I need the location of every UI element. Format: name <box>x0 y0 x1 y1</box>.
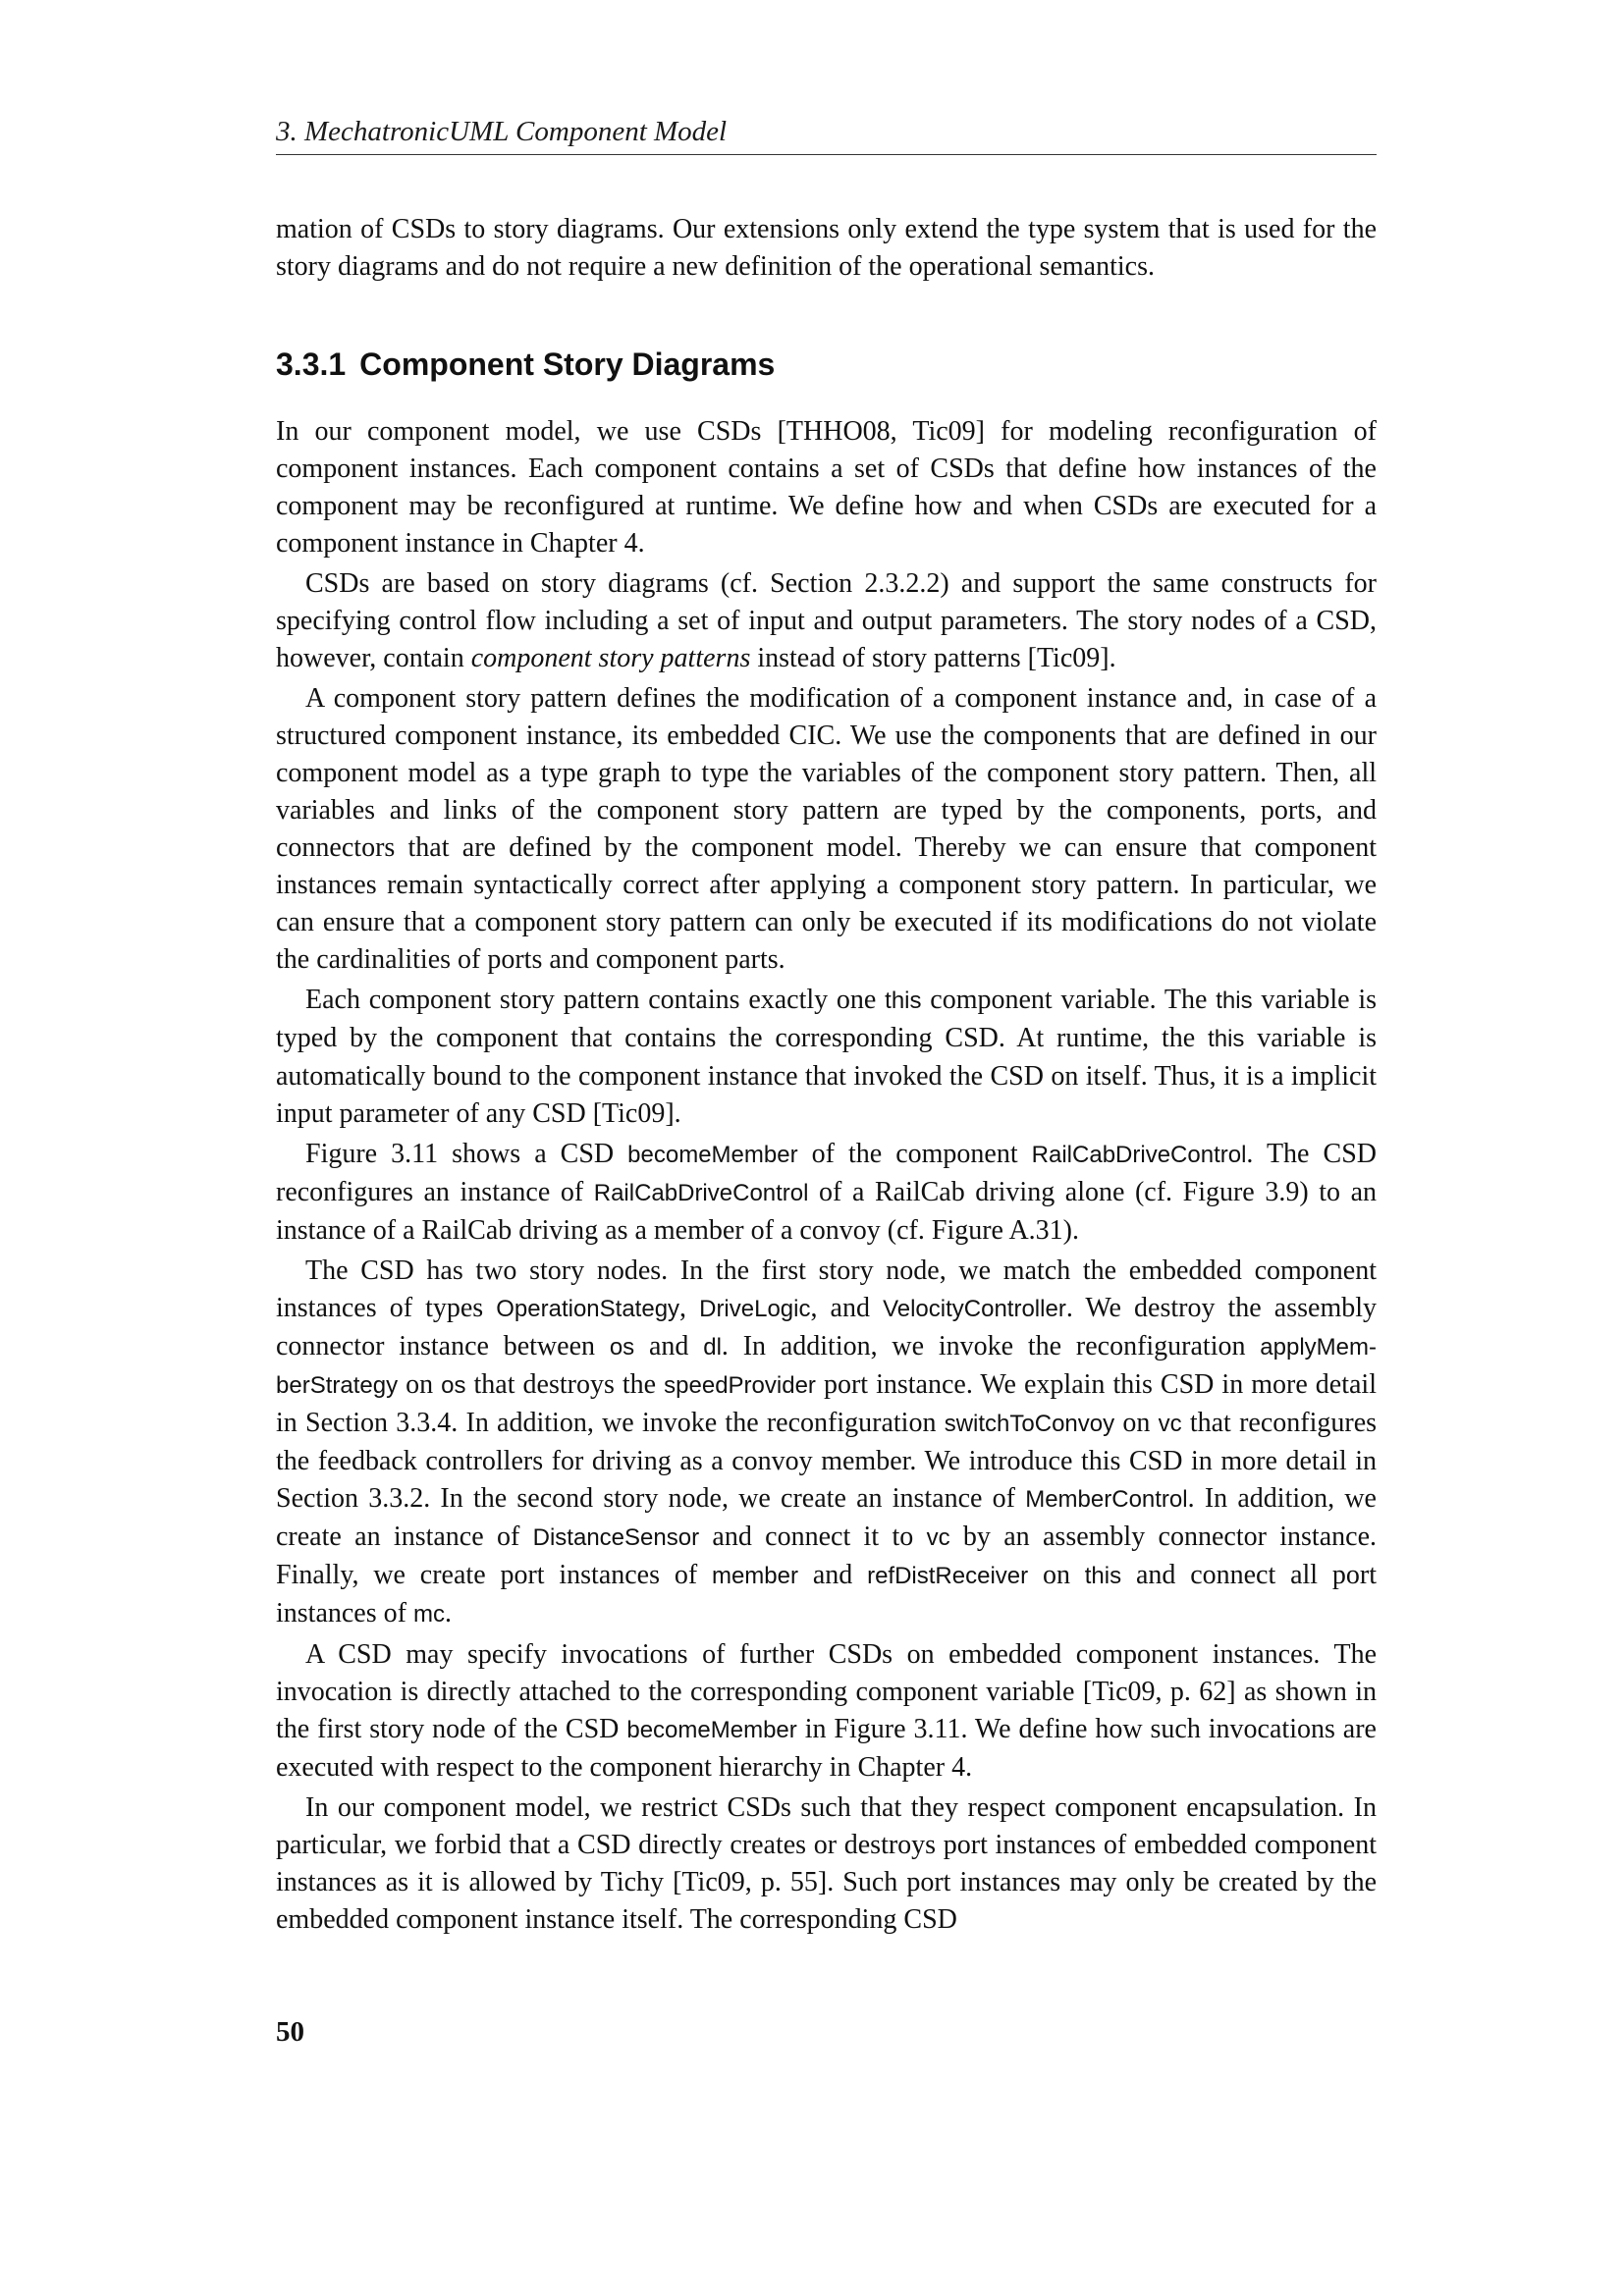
paragraph-6-text: and connect all port instances of <box>276 1560 1377 1629</box>
code-os: os <box>441 1372 466 1399</box>
code-this: this <box>1208 1026 1245 1052</box>
header-rule <box>276 154 1377 155</box>
paragraph-7-text: in Figure 3.11. We define how such invocations are executed with respect to the component hierarchy in Chapter 4. <box>276 1714 1377 1783</box>
paragraph-5-text: . The CSD reconfigures an instance of <box>276 1139 1377 1207</box>
term-component-story-patterns: component story patterns <box>470 643 751 673</box>
code-os: os <box>609 1334 635 1361</box>
paragraph-4 <box>276 982 1377 1133</box>
code-velocitycontroller: VelocityController <box>883 1296 1066 1322</box>
section-heading <box>276 345 1377 384</box>
section-number: 3.3.1 <box>276 347 347 382</box>
code-switchtoconvoy: switchToConvoy <box>944 1411 1115 1437</box>
paragraph-2-text: CSDs are based on story diagrams (cf. Section 2.3.2.2) and support the same constructs for specifying control flow including a set of input and output parameters. The story nodes of a CSD, however, contain <box>276 568 1377 673</box>
code-speedprovider: speedProvider <box>664 1372 816 1399</box>
page-number: 50 <box>276 2016 304 2048</box>
paragraph-6-text: port instance. We explain this CSD in more detail in Section 3.3.4. In addition, we invoke the reconfiguration <box>276 1369 1377 1438</box>
paragraph-7 <box>276 1636 1377 1787</box>
paragraph-6-text: on <box>1114 1408 1159 1438</box>
section-title: Component Story Diagrams <box>359 347 776 382</box>
paragraph-1: In our component model, we use CSDs [THHO08, Tic09] for modeling reconfiguration of component instances. Each component contains a set of CSDs that define how instances of the component may be reconfigured at runtime. We define how and when CSDs are executed for a component instance in Chapter 4. <box>276 416 1377 559</box>
paragraph-4-text: component variable. The <box>921 985 1217 1015</box>
code-vc: vc <box>1158 1411 1182 1437</box>
paragraph-6-text: . In addition, we invoke the reconfiguration <box>721 1331 1261 1362</box>
intro-text-block <box>276 211 1377 286</box>
code-refdistreceiver: refDistReceiver <box>867 1563 1029 1589</box>
paragraph-6-text: by an assembly connector instance. Finally, we create port instances of <box>276 1522 1377 1590</box>
section-body <box>276 413 1377 1939</box>
code-this: this <box>885 988 922 1014</box>
paragraph-2-text: instead of story patterns [Tic09]. <box>750 643 1116 673</box>
paragraph-4-text: Each component story pattern contains exactly one <box>305 985 886 1015</box>
paragraph-2 <box>276 565 1377 677</box>
paragraph-7-text: A CSD may specify invocations of further CSDs on embedded component instances. The invocation is directly attached to the corresponding component variable [Tic09, p. 62] as shown in the first story node of the CSD <box>276 1639 1377 1744</box>
paragraph-6-text: that reconfigures the feedback controllers for driving as a convoy member. We introduce this CSD in more detail in Section 3.3.2. In the second story node, we create an instance of <box>276 1408 1378 1514</box>
code-member: member <box>711 1563 798 1589</box>
paragraph-6-text: , and <box>810 1293 884 1323</box>
intro-paragraph: mation of CSDs to story diagrams. Our extensions only extend the type system that is used for the story diagrams and do not require a new definition of the operational semantics. <box>276 214 1377 282</box>
paragraph-5-text: Figure 3.11 shows a CSD <box>305 1139 628 1169</box>
code-this: this <box>1216 988 1253 1014</box>
paragraph-6-text: on <box>398 1369 442 1400</box>
code-dl: dl <box>703 1334 722 1361</box>
paragraph-6-text: and connect it to <box>699 1522 927 1552</box>
code-membercontrol: MemberControl <box>1025 1486 1188 1513</box>
paragraph-6-text: , <box>679 1293 700 1323</box>
paragraph-5 <box>276 1136 1377 1250</box>
code-becomemember: becomeMember <box>627 1142 798 1168</box>
paragraph-6-text: and <box>634 1331 704 1362</box>
code-operationstategy: OperationStategy <box>496 1296 680 1322</box>
paragraph-6-text: . <box>444 1598 452 1629</box>
code-applymemberstrategy: applyMemberStrategy <box>276 1334 1378 1399</box>
code-drivelogic: DriveLogic <box>699 1296 811 1322</box>
code-becomemember: becomeMember <box>626 1717 797 1743</box>
paragraph-5-text: of the component <box>797 1139 1032 1169</box>
paragraph-6-text: . In addition, we create an instance of <box>276 1483 1377 1552</box>
paragraph-4-text: variable is automatically bound to the component instance that invoked the CSD on itself. Thus, it is a implicit input parameter of any CSD [Tic09]. <box>276 1023 1378 1129</box>
paragraph-3: A component story pattern defines the modification of a component instance and, in case of a structured component instance, its embedded CIC. We use the components that are defined in our component model as a type graph to type the variables of the component story pattern. Then, all variables and links of the component story pattern are typed by the components, ports, and connectors that are defined by the component model. Thereby we can ensure that component instances remain syntactically correct after applying a component story pattern. In particular, we can ensure that a component story pattern can only be executed if its modifications do not violate the cardinalities of ports and component parts. <box>276 683 1377 975</box>
code-mc: mc <box>412 1601 445 1628</box>
running-header: 3. MechatronicUML Component Model <box>276 116 728 147</box>
paragraph-6-text: on <box>1028 1560 1085 1590</box>
paragraph-5-text: of a RailCab driving alone (cf. Figure 3.9) to an instance of a RailCab driving as a member of a convoy (cf. Figure A.31). <box>276 1177 1378 1246</box>
paragraph-6-text: that destroys the <box>465 1369 665 1400</box>
code-distancesensor: DistanceSensor <box>532 1524 700 1551</box>
code-this: this <box>1084 1563 1122 1589</box>
paragraph-8: In our component model, we restrict CSDs such that they respect component encapsulation. In particular, we forbid that a CSD directly creates or destroys port instances of embedded component instances as it is allowed by Tichy [Tic09, p. 55]. Such port instances may only be created by the embedded component instance itself. The corresponding CSD <box>276 1792 1377 1935</box>
code-vc: vc <box>926 1524 950 1551</box>
code-railcabdrivecontrol: RailCabDriveControl <box>593 1180 809 1206</box>
paragraph-6-text: The CSD has two story nodes. In the first story node, we match the embedded component instances of types <box>276 1255 1377 1323</box>
paragraph-6-text: and <box>798 1560 868 1590</box>
paragraph-6 <box>276 1253 1377 1633</box>
paragraph-4-text: variable is typed by the component that contains the corresponding CSD. At runtime, the <box>276 985 1378 1053</box>
paragraph-6-text: . We destroy the assembly connector instance between <box>276 1293 1378 1362</box>
code-railcabdrivecontrol: RailCabDriveControl <box>1031 1142 1247 1168</box>
